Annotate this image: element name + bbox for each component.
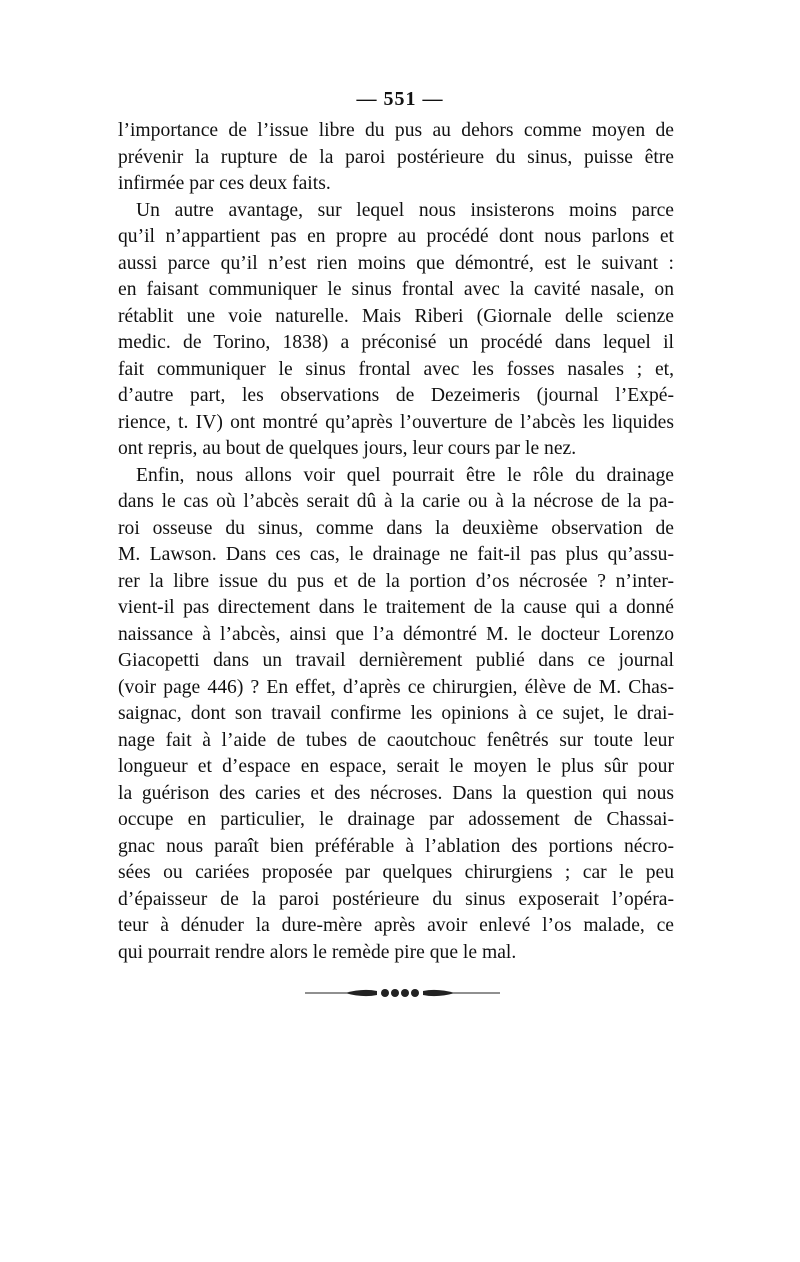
page-number: — 551 — (356, 88, 444, 110)
text-line: nage fait à l’aide de tubes de caoutchouc fenêtrés sur toute leur (118, 729, 674, 751)
paragraph-2 (118, 198, 674, 463)
text-line: la guérison des caries et des nécroses. Dans la question qui nous (118, 782, 674, 804)
text-line: saignac, dont son travail confirme les opinions à ce sujet, le drai- (118, 703, 674, 724)
body-text (118, 118, 674, 966)
text-line: fait communiquer le sinus frontal avec les fosses nasales ; et, (118, 358, 674, 380)
text-line: aussi parce qu’il n’est rien moins que démontré, est le suivant : (118, 252, 674, 274)
text-line: vient-il pas directement dans le traitement de la cause qui a donné (118, 597, 674, 618)
text-line: Giacopetti dans un travail dernièrement publié dans ce journal (118, 650, 674, 671)
text-line: rétablit une voie naturelle. Mais Riberi (Giornale delle scienze (118, 305, 674, 327)
text-line: rience, t. IV) ont montré qu’après l’ouverture de l’abcès les liquides (118, 411, 674, 433)
text-line: teur à dénuder la dure-mère après avoir enlevé l’os malade, ce (118, 915, 674, 936)
text-line: medic. de Torino, 1838) a préconisé un procédé dans lequel il (118, 332, 674, 353)
text-line: Un autre avantage, sur lequel nous insisterons moins parce (136, 199, 674, 221)
paragraph-1 (118, 118, 674, 198)
text-line: Enfin, nous allons voir quel pourrait être le rôle du drainage (136, 464, 674, 486)
text-line: M. Lawson. Dans ces cas, le drainage ne fait-il pas plus qu’assu- (118, 544, 674, 565)
text-line: en faisant communiquer le sinus frontal avec la cavité nasale, on (118, 279, 674, 300)
text-line: (voir page 446) ? En effet, d’après ce chirurgien, élève de M. Chas- (118, 676, 674, 698)
text-line: rer la libre issue du pus et de la portion d’os nécrosée ? n’inter- (118, 570, 674, 592)
paragraph-3 (118, 463, 674, 967)
text-line: l’importance de l’issue libre du pus au dehors comme moyen de (118, 120, 674, 141)
text-line: d’épaisseur de la paroi postérieure du sinus exposerait l’opéra- (118, 888, 674, 910)
tailpiece-ornament-icon (305, 985, 500, 1001)
text-line: ont repris, au bout de quelques jours, leur cours par le nez. (118, 438, 577, 459)
text-line: qui pourrait rendre alors le remède pire que le mal. (118, 941, 517, 963)
text-line: prévenir la rupture de la paroi postérieure du sinus, puisse être (118, 146, 674, 168)
text-line: longueur et d’espace en espace, serait le moyen le plus sûr pour (118, 756, 674, 777)
text-line: sées ou cariées proposée par quelques chirurgiens ; car le peu (118, 862, 674, 883)
text-line: roi osseuse du sinus, comme dans la deuxième observation de (118, 517, 674, 539)
text-line: qu’il n’appartient pas en propre au procédé dont nous parlons et (118, 226, 674, 247)
text-line: gnac nous paraît bien préférable à l’ablation des portions nécro- (118, 835, 674, 857)
text-line: naissance à l’abcès, ainsi que l’a démontré M. le docteur Lorenzo (118, 623, 674, 645)
text-line: occupe en particulier, le drainage par adossement de Chassai- (118, 809, 674, 830)
text-line: d’autre part, les observations de Dezeimeris (journal l’Expé- (118, 385, 674, 406)
text-line: infirmée par ces deux faits. (118, 173, 331, 194)
text-line: dans le cas où l’abcès serait dû à la carie ou à la nécrose de la pa- (118, 491, 674, 512)
